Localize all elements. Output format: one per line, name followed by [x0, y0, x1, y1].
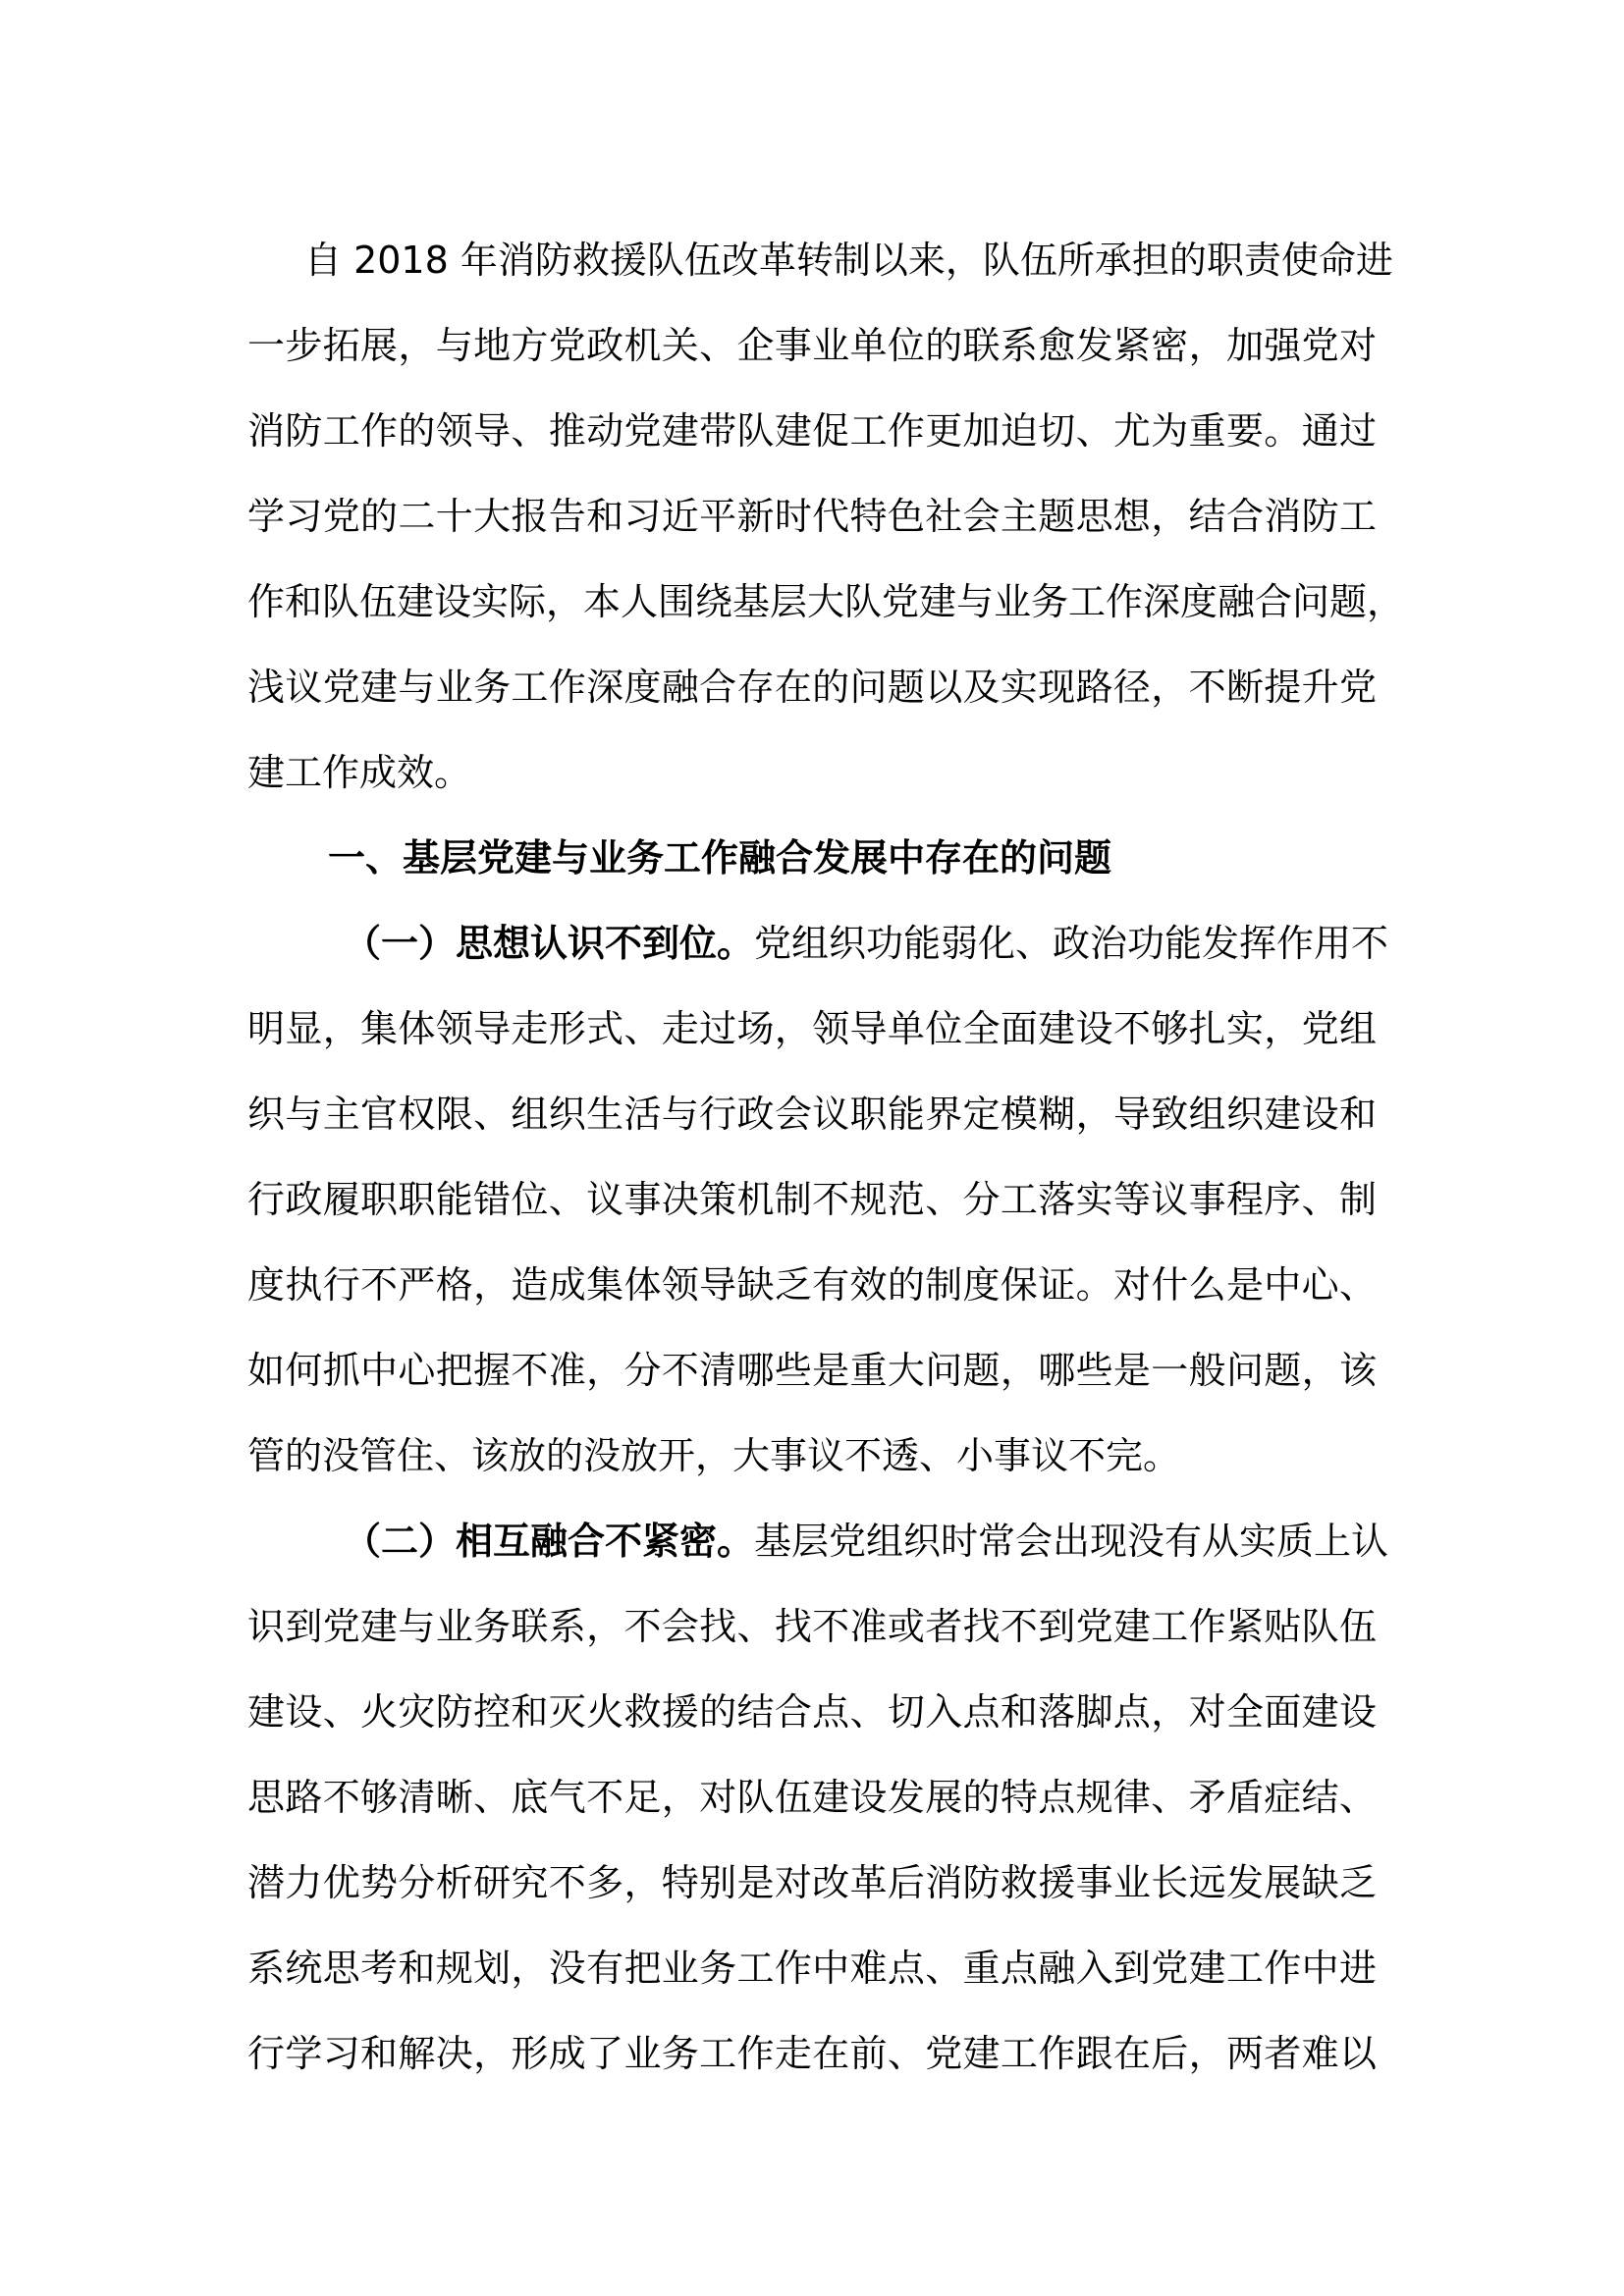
- text-line: [247, 901, 1389, 987]
- text-line: 管的没管住、该放的没放开，大事议不透、小事议不完。: [247, 1434, 1181, 1477]
- text-line: [247, 1499, 1389, 1584]
- subsection-title: （二）相互融合不紧密。: [344, 1520, 755, 1563]
- text-line: 织与主官权限、组织生活与行政会议职能界定模糊，导致组织建设和: [247, 1093, 1377, 1136]
- section-heading: 一、基层党建与业务工作融合发展中存在的问题: [328, 836, 1112, 880]
- text-line: 如何抓中心把握不准，分不清哪些是重大问题，哪些是一般问题，该: [247, 1349, 1377, 1392]
- subsection-paragraph-1: [247, 901, 1389, 1499]
- text-line: 浅议党建与业务工作深度融合存在的问题以及实现路径，不断提升党: [247, 666, 1377, 709]
- text-line: 学习党的二十大报告和习近平新时代特色社会主题思想，结合消防工: [247, 495, 1377, 538]
- text-line: 潜力优势分析研究不多，特别是对改革后消防救援事业长远发展缺乏: [247, 1861, 1377, 1904]
- text-line: 系统思考和规划，没有把业务工作中难点、重点融入到党建工作中进: [247, 1947, 1377, 1990]
- text-line: 一步拓展，与地方党政机关、企事业单位的联系愈发紧密，加强党对: [247, 324, 1377, 367]
- text-line: 作和队伍建设实际，本人围绕基层大队党建与业务工作深度融合问题，: [247, 580, 1405, 623]
- subsection-title: （一）思想认识不到位。: [344, 922, 755, 965]
- text-line: 消防工作的领导、推动党建带队建促工作更加迫切、尤为重要。通过: [247, 409, 1377, 453]
- subsection-paragraph-2: [247, 1499, 1389, 2097]
- text-line: 度执行不严格，造成集体领导缺乏有效的制度保证。对什么是中心、: [247, 1263, 1377, 1307]
- text-line: 行学习和解决，形成了业务工作走在前、党建工作跟在后，两者难以: [247, 2032, 1377, 2075]
- text-line: 思路不够清晰、底气不足，对队伍建设发展的特点规律、矛盾症结、: [247, 1776, 1377, 1819]
- intro-paragraph: [247, 218, 1405, 816]
- text-line: 自 2018 年消防救援队伍改革转制以来，队伍所承担的职责使命进: [304, 239, 1393, 282]
- text-line: 明显，集体领导走形式、走过场，领导单位全面建设不够扎实，党组: [247, 1007, 1377, 1050]
- text-line: 识到党建与业务联系，不会找、找不准或者找不到党建工作紧贴队伍: [247, 1605, 1377, 1648]
- document-body: [247, 218, 1405, 2097]
- text-run: 党组织功能弱化、政治功能发挥作用不: [754, 922, 1389, 965]
- text-line: 行政履职职能错位、议事决策机制不规范、分工落实等议事程序、制: [247, 1178, 1377, 1221]
- text-run: 基层党组织时常会出现没有从实质上认: [754, 1520, 1389, 1563]
- text-line: 建工作成效。: [247, 751, 472, 794]
- text-line: 建设、火灾防控和灭火救援的结合点、切入点和落脚点，对全面建设: [247, 1690, 1377, 1734]
